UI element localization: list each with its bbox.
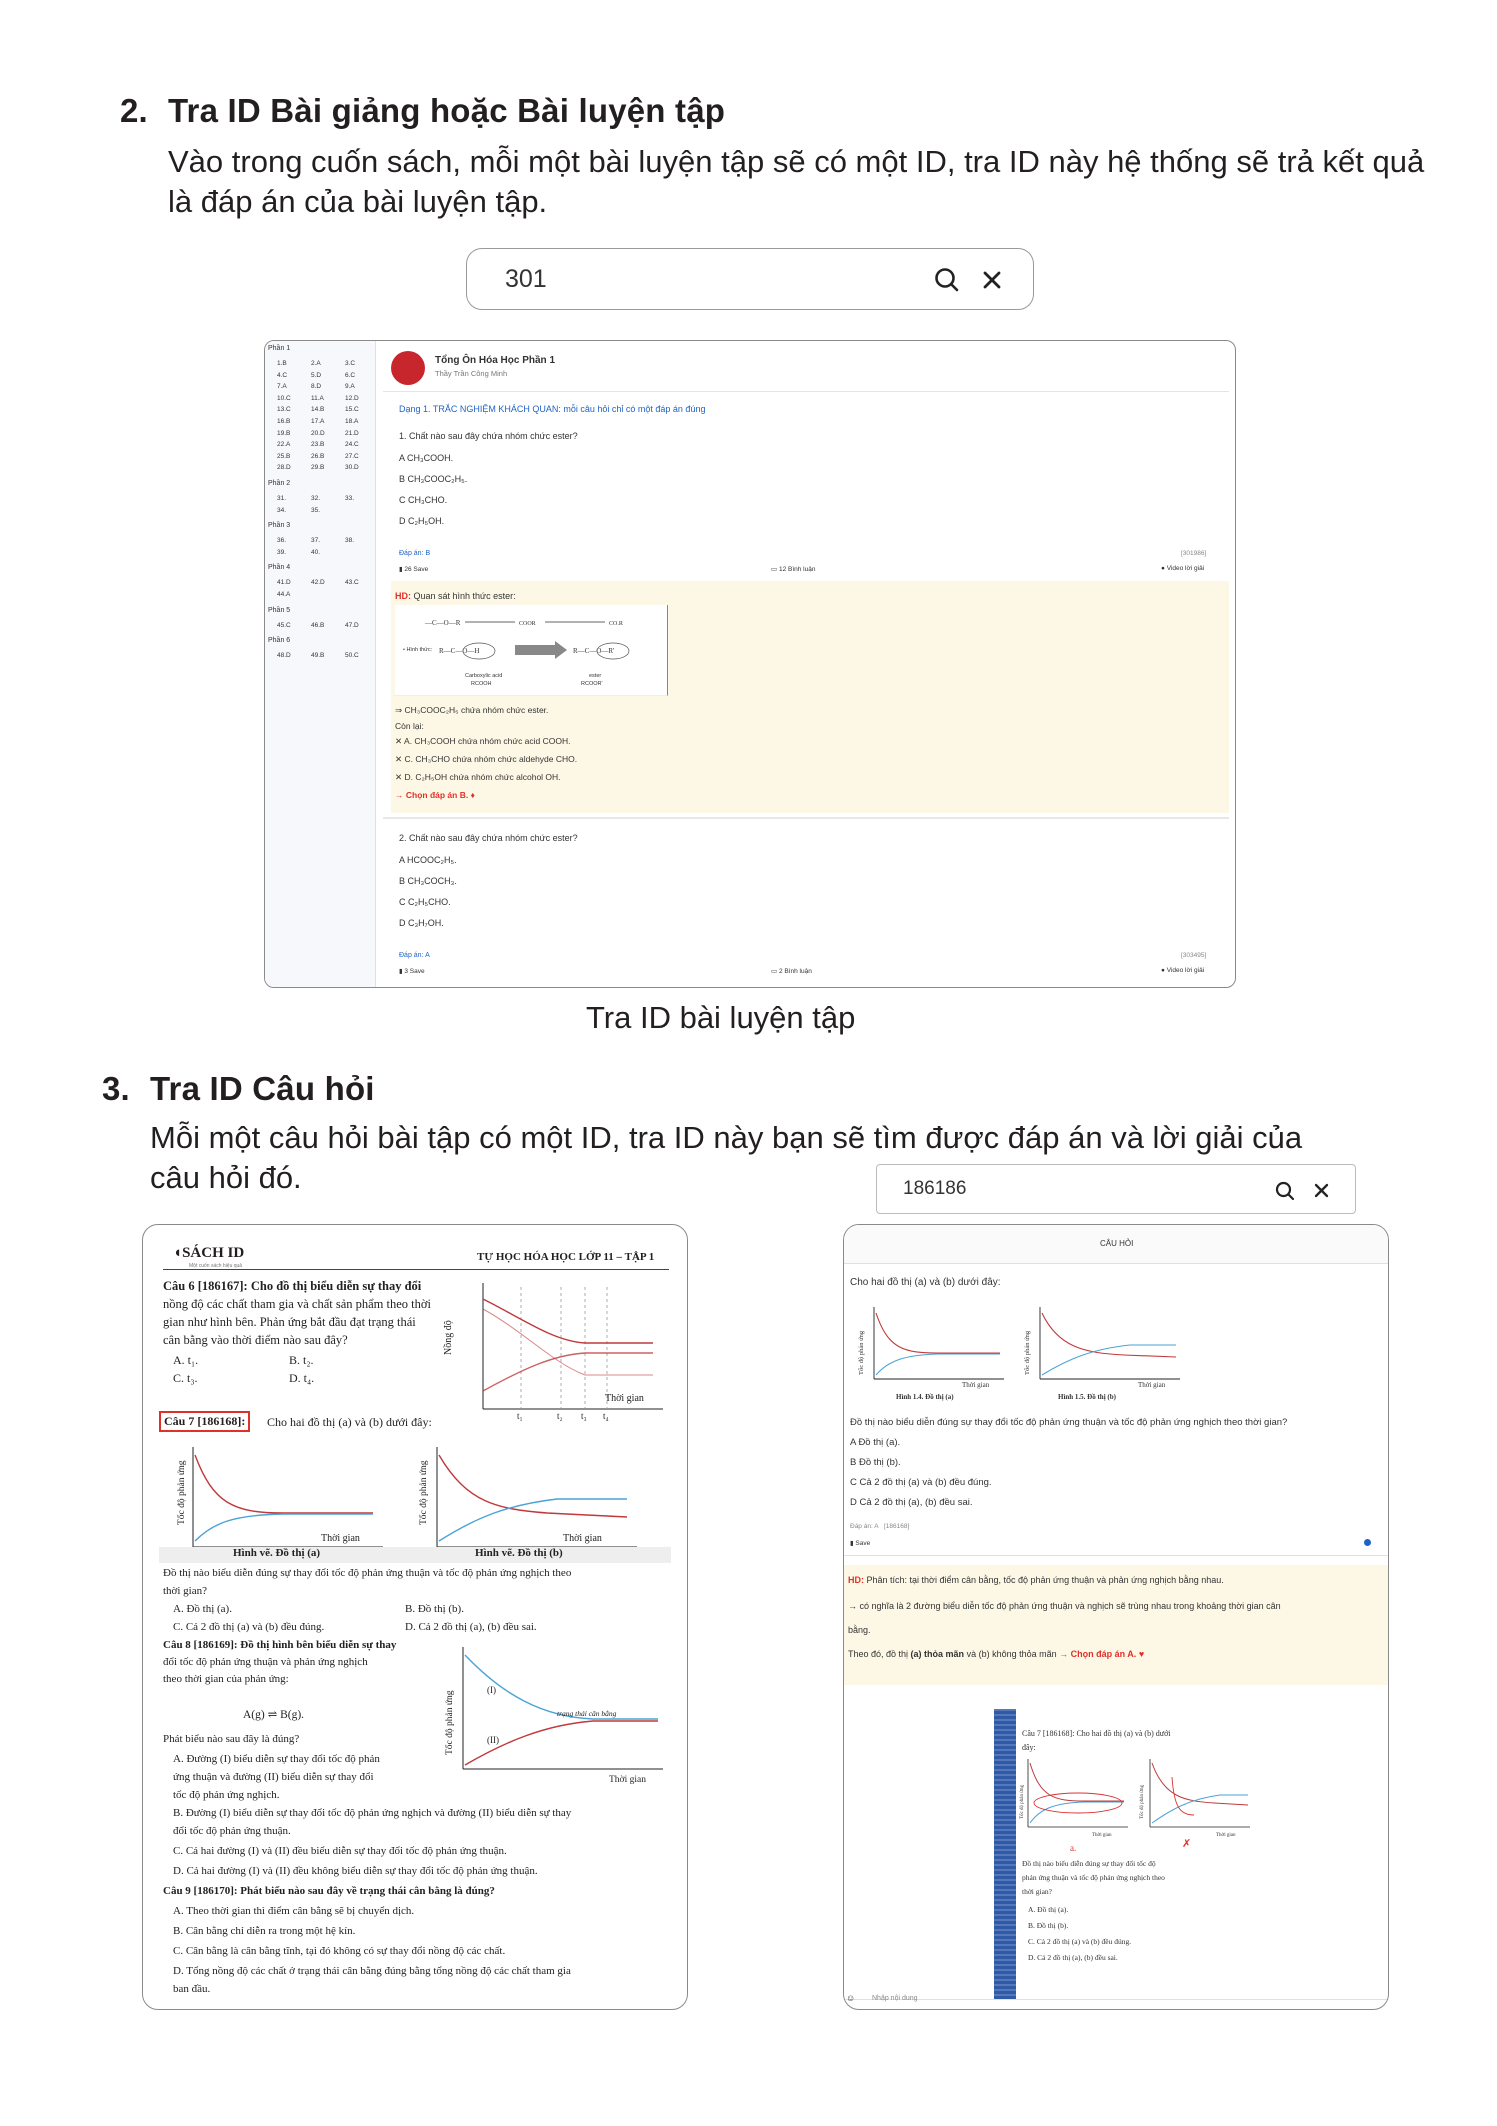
q7-fig-b: Hình vẽ. Đồ thị (b) [475, 1547, 563, 1559]
svg-text:COOR: COOR [519, 621, 536, 627]
q1-option-c[interactable]: C CH₃CHO. [399, 495, 448, 505]
inner-question-2: phản ứng thuận và tốc độ phản ứng nghịch theo [1022, 1873, 1165, 1882]
sidebar-answer-cell[interactable]: 25.B [277, 452, 291, 460]
q9-text: Câu 9 [186170]: Phát biểu nào sau đây về trạng thái cân bằng là đúng? [163, 1885, 495, 1897]
q8-reaction: A(g) ⇌ B(g). [243, 1709, 305, 1721]
q9-option-d: D. Tổng nồng độ các chất ở trạng thái cân bằng đúng bằng tổng nồng độ các chất tham gia [173, 1965, 571, 1977]
q1-video-button[interactable]: ● Video lời giải [1161, 565, 1205, 572]
q7-option-c: C. Cả 2 đồ thị (a) và (b) đều đúng. [173, 1621, 325, 1633]
id-search-bar-301[interactable] [466, 248, 1034, 310]
ester-diagram [395, 605, 668, 696]
sidebar-answer-cell[interactable]: 44.A [277, 591, 291, 598]
sidebar-answer-cell[interactable]: 45.C [277, 621, 291, 629]
q7-ylabel-a: Tốc độ phản ứng [177, 1460, 187, 1525]
inner-ylabel-b: Tốc độ phản ứng [1140, 1785, 1145, 1819]
sidebar-answer-cell[interactable]: 24.C [345, 441, 359, 449]
q8-curve1: (I) [487, 1685, 496, 1695]
q1-option-d[interactable]: D C₂H₅OH. [399, 516, 445, 526]
sidebar-answer-cell[interactable]: 3.C [345, 360, 356, 367]
sidebar-answer-cell[interactable]: 14.B [311, 406, 325, 414]
id-search-bar-186186[interactable] [876, 1164, 1356, 1214]
sidebar-answer-cell[interactable]: 32. [311, 495, 321, 502]
sidebar-answer-cell[interactable]: 34. [277, 506, 287, 514]
sidebar-answer-cell[interactable]: 17.A [311, 418, 325, 425]
sidebar-answer-cell[interactable]: 47.D [345, 621, 359, 629]
inner-xlabel-b: Thời gian [1216, 1833, 1236, 1838]
section-2-line2: là đáp án của bài luyện tập. [168, 184, 548, 219]
q2-option-b[interactable]: B CH₃COCH₃. [399, 876, 457, 886]
sidebar-answer-cell[interactable]: 42.D [311, 579, 325, 587]
cross-icon: ✕ [395, 772, 403, 782]
q6-tick-t3: t₃ [581, 1411, 587, 1421]
q2-text: 2. Chất nào sau đây chứa nhóm chức ester? [399, 833, 578, 843]
comment-input[interactable]: Nhập nội dung [872, 1995, 918, 2002]
sidebar-answer-cell[interactable]: 36. [277, 537, 287, 545]
inner-book-snapshot [994, 1709, 1260, 1999]
sidebar-answer-cell[interactable]: 12.D [345, 394, 359, 402]
sidebar-answer-cell[interactable]: 6.C [345, 371, 356, 379]
svg-text:R—C—O—R': R—C—O—R' [573, 647, 615, 655]
book-logo: ◖SÁCH ID [173, 1245, 245, 1261]
bookmark-icon: ▮ [399, 566, 405, 573]
q6-xlabel: Thời gian [605, 1393, 644, 1404]
q8-rate-chart [443, 1643, 673, 1793]
sidebar-answer-cell[interactable]: 31. [277, 495, 287, 502]
sidebar-answer-cell[interactable]: 40. [311, 548, 321, 556]
sidebar-part-label[interactable]: Phần 6 [268, 637, 291, 645]
sidebar-answer-cell[interactable]: 1.B [277, 360, 287, 367]
sidebar-answer-cell[interactable]: 29.B [311, 464, 325, 472]
sidebar-answer-cell[interactable]: 18.A [345, 418, 359, 425]
inner-title: Câu 7 [186168]: Cho hai đồ thị (a) và (b) dưới [1022, 1729, 1171, 1738]
q1-comments-button[interactable]: ▭ 12 Bình luận [771, 566, 816, 573]
sidebar-answer-cell[interactable]: 22.A [277, 441, 291, 449]
q-screen-option-c[interactable]: C Cả 2 đồ thị (a) và (b) đều đúng. [850, 1477, 992, 1488]
q-screen-xlabel-b: Thời gian [1138, 1381, 1166, 1389]
sidebar-answer-cell[interactable]: 50.C [345, 652, 359, 660]
section-heading: Dạng 1. TRẮC NGHIỆM KHÁCH QUAN: mỗi câu hỏi chỉ có một đáp án đúng [399, 404, 706, 414]
sidebar-answer-cell[interactable]: 21.D [345, 429, 359, 437]
q-screen-hd-1: HD: Phân tích: tại thời điểm cân bằng, tốc độ phản ứng thuận và phản ứng nghịch bằng nhau. [848, 1575, 1224, 1585]
smiley-icon[interactable]: ☺ [846, 1993, 856, 2003]
q7-chart-a [173, 1443, 393, 1563]
course-title: Tổng Ôn Hóa Học Phần 1 [435, 355, 556, 366]
section-2-number: 2. [120, 92, 148, 129]
book-page-screenshot [142, 1224, 688, 2010]
inner-mark-a: a. [1070, 1843, 1077, 1853]
q-screen-hd-2: → có nghĩa là 2 đường biểu diễn tốc độ phản ứng thuận và nghịch sẽ trùng nhau trong khoảng thời gian cân [848, 1601, 1281, 1611]
section-3-line1: Mỗi một câu hỏi bài tập có một ID, tra ID này bạn sẽ tìm được đáp án và lời giải của [150, 1120, 1303, 1155]
book-logo-sub: Một cuốn sách hiệu quả [189, 1263, 243, 1269]
q9-option-d-2: ban đầu. [173, 1983, 211, 1995]
q2-video-button[interactable]: ● Video lời giải [1161, 967, 1205, 974]
sidebar-answer-cell[interactable]: 13.C [277, 406, 291, 414]
q9-option-b: B. Cân bằng chỉ diễn ra trong một hệ kín. [173, 1925, 356, 1937]
q2-option-d[interactable]: D C₃H₇OH. [399, 918, 444, 928]
sidebar-answer-cell[interactable]: 43.C [345, 579, 359, 587]
q8-xlabel: Thời gian [609, 1775, 646, 1785]
q7-fig-a: Hình vẽ. Đồ thị (a) [233, 1547, 321, 1559]
sidebar-answer-cell[interactable]: 23.B [311, 441, 325, 449]
q1-save-button[interactable]: ▮ 26 Save [399, 566, 429, 573]
q7-option-a: A. Đồ thị (a). [173, 1603, 232, 1615]
q8-ylabel: Tốc độ phản ứng [445, 1690, 455, 1755]
q-screen-option-d[interactable]: D Cả 2 đồ thị (a), (b) đều sai. [850, 1497, 973, 1508]
diagram-ester-label: ester [589, 673, 602, 679]
inner-option-c: C. Cả 2 đồ thị (a) và (b) đều đúng. [1028, 1937, 1132, 1946]
q6-option-d: D. t₄. [289, 1371, 315, 1385]
q6-concentration-chart [453, 1279, 673, 1439]
q8-option-a-1: A. Đường (I) biểu diễn sự thay đổi tốc độ phản [173, 1753, 380, 1765]
q8-option-b-2: đổi tốc độ phản ứng thuận. [173, 1825, 291, 1837]
q1-text: 1. Chất nào sau đây chứa nhóm chức ester? [399, 431, 578, 441]
practice-caption: Tra ID bài luyện tập [586, 1000, 856, 1035]
q-screen-option-a[interactable]: A Đồ thị (a). [850, 1437, 901, 1448]
q7-chart-b [417, 1443, 647, 1563]
q-screen-ylabel-a: Tốc độ phản ứng [858, 1330, 865, 1375]
q-screen-hd-4: Theo đó, đồ thị (a) thỏa mãn và (b) không thỏa mãn → Chọn đáp án A. ♥ [848, 1649, 1145, 1659]
ester-diagram-graphic [395, 605, 667, 695]
book-header: TỰ HỌC HÓA HỌC LỚP 11 – TẬP 1 [477, 1251, 655, 1263]
q8-eq-label: trạng thái cân bằng [557, 1709, 617, 1718]
answer-sidebar [265, 341, 375, 988]
sidebar-answer-cell[interactable]: 20.D [311, 429, 325, 437]
hd-wrong-a: ✕ A. CH₃COOH chứa nhóm chức acid COOH. [395, 736, 571, 746]
search-input[interactable]: 186186 [903, 1178, 967, 1199]
svg-text:—C—O—R: —C—O—R [425, 619, 461, 627]
q8-option-b-1: B. Đường (I) biểu diễn sự thay đổi tốc độ phản ứng nghịch và đường (II) biểu diễn sự thay [173, 1807, 572, 1819]
bookmark-icon: ▮ [850, 1540, 856, 1547]
q7-option-b: B. Đồ thị (b). [405, 1603, 464, 1615]
inner-option-a: A. Đồ thị (a). [1028, 1905, 1069, 1914]
inner-title-2: đây: [1022, 1743, 1036, 1752]
cross-icon: ✕ [395, 754, 403, 764]
inner-question-1: Đồ thị nào biểu diễn đúng sự thay đổi tốc độ [1022, 1859, 1156, 1868]
sidebar-part-label[interactable]: Phần 2 [268, 480, 291, 487]
q-screen-ylabel-b: Tốc độ phản ứng [1024, 1330, 1031, 1375]
play-icon: ● [1161, 565, 1167, 572]
q7-ylabel-b: Tốc độ phản ứng [419, 1460, 429, 1525]
sidebar-answer-cell[interactable]: 15.C [345, 406, 359, 414]
q8-curve2: (II) [487, 1735, 499, 1745]
cross-icon: ✕ [395, 736, 403, 746]
q9-option-c: C. Cân bằng là cân bằng tĩnh, tại đó không có sự thay đổi nồng độ các chất. [173, 1945, 506, 1957]
sidebar-answer-cell[interactable]: 39. [277, 548, 287, 556]
sidebar-answer-cell[interactable]: 8.D [311, 383, 322, 391]
inner-ylabel-a: Tốc độ phản ứng [1020, 1785, 1025, 1819]
q6-text: Câu 6 [186167]: Cho đồ thị biểu diễn sự thay đổi nồng độ các chất tham gia và chất sản phẩm theo thời gian như hình bên. Phản ứng bắt đầu đạt trạng thái cân bằng vào thời điểm nào sau đây? [163, 1279, 431, 1347]
info-dot-icon[interactable] [1364, 1539, 1371, 1546]
diagram-acid-formula: RCOOH [471, 681, 492, 687]
q-screen-question: Đồ thị nào biểu diễn đúng sự thay đổi tốc độ phản ứng thuận và tốc độ phản ứng nghịch theo thời gian? [850, 1417, 1288, 1428]
bookmark-icon: ▮ [399, 968, 405, 975]
q-screen-save-button[interactable]: ▮ Save [850, 1540, 871, 1547]
sidebar-answer-cell[interactable]: 41.D [277, 579, 291, 587]
diagram-acid-label: Carboxylic acid [465, 673, 503, 679]
q-screen-fig-a: Hình 1.4. Đồ thị (a) [896, 1393, 954, 1401]
section-3-line2: câu hỏi đó. [150, 1160, 302, 1195]
question-intro: Cho hai đồ thị (a) và (b) dưới đây: [850, 1277, 1001, 1288]
sidebar-answer-cell[interactable]: 16.B [277, 418, 291, 425]
search-input[interactable]: 301 [505, 265, 547, 293]
section-2-line1: Vào trong cuốn sách, mỗi một bài luyện tập sẽ có một ID, tra ID này hệ thống sẽ trả kết quả [168, 144, 1425, 179]
q1-option-b[interactable]: B CH₃COOC₂H₅. [399, 474, 468, 484]
search-icon[interactable] [1274, 1180, 1296, 1202]
q6-tick-t4: t₄ [603, 1411, 609, 1421]
comment-icon: ▭ [771, 566, 779, 573]
course-logo [391, 351, 425, 385]
sidebar-part-label[interactable]: Phần 5 [268, 606, 291, 614]
practice-result-screenshot [264, 340, 1236, 988]
q8-option-c: C. Cả hai đường (I) và (II) đều biểu diễn sự thay đổi tốc độ phản ứng thuận. [173, 1845, 507, 1857]
hd-line: HD: Quan sát hình thức ester: [395, 591, 516, 601]
comment-icon: ▭ [771, 968, 779, 975]
hd-con-lai: Còn lại: [395, 721, 424, 731]
svg-text:CO.R: CO.R [609, 621, 623, 627]
sidebar-answer-cell[interactable]: 7.A [277, 383, 287, 391]
sidebar-answer-cell[interactable]: 48.D [277, 652, 291, 660]
sidebar-part-label[interactable]: Phần 1 [268, 345, 291, 352]
q8-text: Câu 8 [186169]: Đồ thị hình bên biểu diễn sự thay đổi tốc độ phản ứng thuận và phản ứng nghịch theo thời gian của phản ứng: [163, 1639, 397, 1685]
q2-id: [303495] [1181, 952, 1207, 959]
q-screen-option-b[interactable]: B Đồ thị (b). [850, 1457, 901, 1468]
inner-option-b: B. Đồ thị (b). [1028, 1921, 1069, 1930]
book-logo-icon: ◖ [173, 1245, 183, 1261]
section-2-title: Tra ID Bài giảng hoặc Bài luyện tập [168, 92, 726, 129]
q6-option-a: A. t₁. [173, 1353, 199, 1367]
teacher-name: Thầy Trần Công Minh [435, 369, 508, 378]
q7-xlabel-a: Thời gian [321, 1533, 360, 1544]
q-screen-xlabel-a: Thời gian [962, 1381, 990, 1389]
sidebar-answer-cell[interactable]: 28.D [277, 464, 291, 472]
q8-option-a-2: ứng thuận và đường (II) biểu diễn sự thay đổi [173, 1771, 374, 1783]
sidebar-answer-cell[interactable]: 11.A [311, 394, 324, 402]
sidebar-answer-cell[interactable]: 46.B [311, 621, 325, 629]
sidebar-answer-cell[interactable]: 35. [311, 506, 321, 514]
sidebar-part-label[interactable]: Phần 3 [268, 522, 291, 530]
q-screen-hd-3: bằng. [848, 1625, 871, 1635]
sidebar-answer-cell[interactable]: 10.C [277, 394, 291, 402]
inner-charts [1024, 1757, 1252, 1841]
sidebar-answer-cell[interactable]: 38. [345, 537, 355, 545]
search-icon[interactable] [933, 266, 961, 294]
question-result-screenshot [843, 1224, 1389, 2010]
sidebar-answer-cell[interactable]: 4.C [277, 371, 288, 379]
q2-answer: Đáp án: A [399, 952, 430, 959]
diagram-form-label: • Hình thức: [403, 647, 433, 653]
sidebar-answer-cell[interactable]: 30.D [345, 464, 359, 472]
q7-question-1: Đồ thị nào biểu diễn đúng sự thay đổi tốc độ phản ứng thuận và tốc độ phản ứng nghịch theo [163, 1567, 572, 1579]
sidebar-answer-cell[interactable]: 26.B [311, 452, 325, 460]
diamond-icon: ♦ [470, 790, 475, 800]
inner-option-d: D. Cả 2 đồ thị (a), (b) đều sai. [1028, 1953, 1118, 1962]
sidebar-answer-cell[interactable]: 49.B [311, 652, 325, 660]
sidebar-answer-cell[interactable]: 33. [345, 495, 355, 502]
diagram-ester-formula: RCOOR' [581, 681, 603, 687]
q-screen-fig-b: Hình 1.5. Đồ thị (b) [1058, 1393, 1116, 1401]
q8-option-a-3: tốc độ phản ứng nghịch. [173, 1789, 280, 1801]
q1-answer: Đáp án: B [399, 550, 431, 557]
q7-question-2: thời gian? [163, 1585, 207, 1597]
hd-wrong-c: ✕ C. CH₃CHO chứa nhóm chức aldehyde CHO. [395, 754, 578, 764]
q2-save-button[interactable]: ▮ 3 Save [399, 968, 425, 975]
q7-highlight: Câu 7 [186168]: [159, 1411, 250, 1432]
sidebar-answer-cell[interactable]: 37. [311, 537, 321, 545]
section-3-number: 3. [102, 1070, 130, 1107]
sidebar-answer-cell[interactable]: 27.C [345, 452, 359, 460]
q-screen-chart-a [868, 1305, 1008, 1389]
hd-wrong-d: ✕ D. C₂H₅OH chứa nhóm chức alcohol OH. [395, 772, 561, 782]
q-screen-answer: Đáp án: A [186168] [850, 1523, 910, 1530]
sidebar-answer-cell[interactable]: 2.A [311, 360, 321, 367]
section-3-title: Tra ID Câu hỏi [150, 1070, 375, 1107]
q6-option-b: B. t₂. [289, 1353, 314, 1367]
hd-choose: → Chọn đáp án B. ♦ [395, 790, 475, 800]
q2-option-a[interactable]: A HCOOC₂H₅. [399, 855, 457, 865]
q8-option-d: D. Cả hai đường (I) và (II) đều không biểu diễn sự thay đổi tốc độ phản ứng thuận. [173, 1865, 538, 1877]
heart-icon: ♥ [1138, 1649, 1145, 1659]
q7-option-d: D. Cả 2 đồ thị (a), (b) đều sai. [405, 1621, 537, 1633]
inner-xlabel-a: Thời gian [1092, 1833, 1112, 1838]
q6-tick-t2: t₂ [557, 1411, 563, 1421]
inner-cross-icon: ✗ [1182, 1838, 1192, 1850]
q6-tick-t1: t₁ [517, 1411, 523, 1421]
question-header: CÂU HỎI [1100, 1239, 1134, 1248]
svg-text:R—C—O—H: R—C—O—H [439, 647, 480, 655]
q8-prompt: Phát biểu nào sau đây là đúng? [163, 1733, 300, 1745]
close-icon[interactable] [1313, 1182, 1330, 1199]
sidebar-answer-cell[interactable]: 9.A [345, 383, 355, 391]
hd-conclusion: ⇒ CH₃COOC₂H₅ chứa nhóm chức ester. [395, 705, 549, 715]
q2-option-c[interactable]: C C₂H₅CHO. [399, 897, 451, 907]
q7-xlabel-b: Thời gian [563, 1533, 602, 1544]
q7-text: Cho hai đồ thị (a) và (b) dưới đây: [267, 1415, 432, 1429]
q-screen-chart-b [1034, 1305, 1184, 1389]
q6-option-c: C. t₃. [173, 1371, 198, 1385]
sidebar-part-label[interactable]: Phần 4 [268, 564, 291, 572]
play-icon: ● [1161, 967, 1167, 974]
q9-option-a: A. Theo thời gian thì điểm cân bằng sẽ bị chuyển dịch. [173, 1905, 415, 1917]
q1-option-a[interactable]: A CH₃COOH. [399, 453, 454, 463]
inner-question-3: thời gian? [1022, 1887, 1052, 1896]
sidebar-answer-cell[interactable]: 19.B [277, 429, 291, 437]
q2-comments-button[interactable]: ▭ 2 Bình luận [771, 968, 812, 975]
q1-id: [301986] [1181, 550, 1207, 557]
sidebar-answer-cell[interactable]: 5.D [311, 371, 322, 379]
q6-ylabel: Nồng độ [443, 1320, 454, 1355]
close-icon[interactable] [981, 269, 1003, 291]
